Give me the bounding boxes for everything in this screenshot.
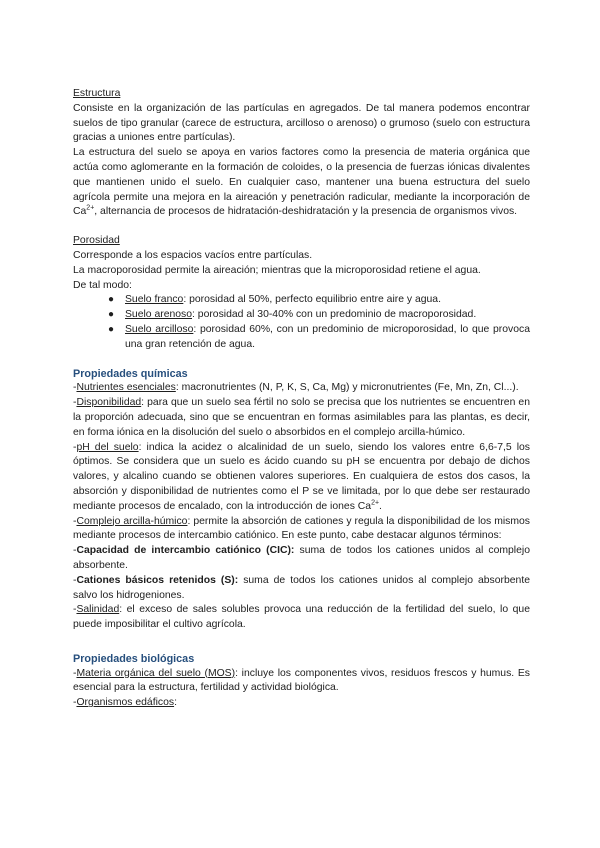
bullet-icon: ● xyxy=(108,294,115,306)
section-title-estructura: Estructura xyxy=(73,88,121,99)
section-title-biologicas: Propiedades biológicas xyxy=(73,652,195,665)
section-title-quimicas: Propiedades químicas xyxy=(73,367,188,380)
bullet-icon: ● xyxy=(108,323,115,335)
organismos-paragraph: -Organismos edáficos: xyxy=(73,697,177,709)
list-item: ● Suelo franco: porosidad al 50%, perfecto equilibrio entre aire y agua. xyxy=(73,293,530,308)
ph-paragraph: -pH del suelo: indica la acidez o alcalinidad de un suelo, siendo los valores entre 6,6-7,5 los óptimos. Se considera que un suelo es ácido cuando su pH se encuentra por debajo de dichos valores, y alcalino cuando se obtienen valores superiores. En cualquiera de estos dos casos, la absorción y disponibilidad de nutrientes como el P se ve limitada, por lo que debe ser restaurado mediante procesos de encalado, con la introducción de iones $Ca^{2+}$. xyxy=(73,441,530,512)
salinidad-paragraph: -Salinidad: el exceso de sales solubles provoca una reducción de la fertilidad del suelo, lo que puede imposibilitar el cultivo agrícola. xyxy=(73,604,530,631)
porosidad-line-2: La macroporosidad permite la aireación; mientras que la microporosidad retiene el agua. xyxy=(73,264,481,276)
porosidad-line-3: De tal modo: xyxy=(73,279,132,291)
cic-paragraph: -Capacidad de intercambio catiónico (CIC): suma de todos los cationes unidos al complejo absorbente. xyxy=(73,545,530,571)
document-page xyxy=(73,87,530,711)
list-item: ● Suelo arenoso: porosidad al 30-40% con un predominio de macroporosidad. xyxy=(73,308,530,323)
estructura-paragraph-2: La estructura del suelo se apoya en varios factores como la presencia de materia orgánica que actúa como aglomerante en la formación de coloides, o la presencia de fuerzas iónicas divalentes que mantienen unido el suelo. En cualquier caso, mantener una buena estructura del suelo agrícola permite una mejora en la aireación y penetración radicular, mediante la incorporación de $Ca^{2+}$, alternancia de procesos de hidratación-deshidratación y la presencia de organismos vivos. xyxy=(73,147,530,218)
cationes-paragraph: -Cationes básicos retenidos (S): suma de todos los cationes unidos al complejo absorbente salvo los hidrogeniones. xyxy=(73,574,530,601)
estructura-paragraph-1: Consiste en la organización de las partículas en agregados. De tal manera podemos encontrar suelos de tipo granular (carece de estructura, arcilloso o arenoso) o grumoso (suelo con estructura gracias a uniones entre partículas). xyxy=(73,102,530,144)
section-title-porosidad: Porosidad xyxy=(73,235,120,247)
porosidad-line-1: Corresponde a los espacios vacíos entre partículas. xyxy=(73,249,313,261)
bullet-icon: ● xyxy=(108,309,115,321)
nutrientes-paragraph: -Nutrientes esenciales: macronutrientes (N, P, K, S, Ca, Mg) y micronutrientes (Fe, Mn, Zn, Cl...). xyxy=(73,382,519,394)
list-item: ● Suelo arcilloso: porosidad 60%, con un predominio de microporosidad, lo que provoca una gran retención de agua. xyxy=(108,323,530,350)
complejo-paragraph: -Complejo arcilla-húmico: permite la absorción de cationes y regula la disponibilidad de los mismos mediante procesos de intercambio catiónico. En este punto, cabe destacar algunos términos: xyxy=(73,515,531,542)
porosidad-list xyxy=(73,293,530,352)
disponibilidad-paragraph: -Disponibilidad: para que un suelo sea fértil no solo se precisa que los nutrientes se encuentren en la proporción adecuada, sino que se encuentran en formas asimilables para las plantas, es decir, en forma iónica en la disolución del suelo o absorbidos en el complejo arcilla-húmico. xyxy=(73,397,530,438)
mos-paragraph: -Materia orgánica del suelo (MOS): incluye los componentes vivos, residuos frescos y humus. Es esencial para la estructura, fertilidad y actividad biológica. xyxy=(73,667,530,694)
